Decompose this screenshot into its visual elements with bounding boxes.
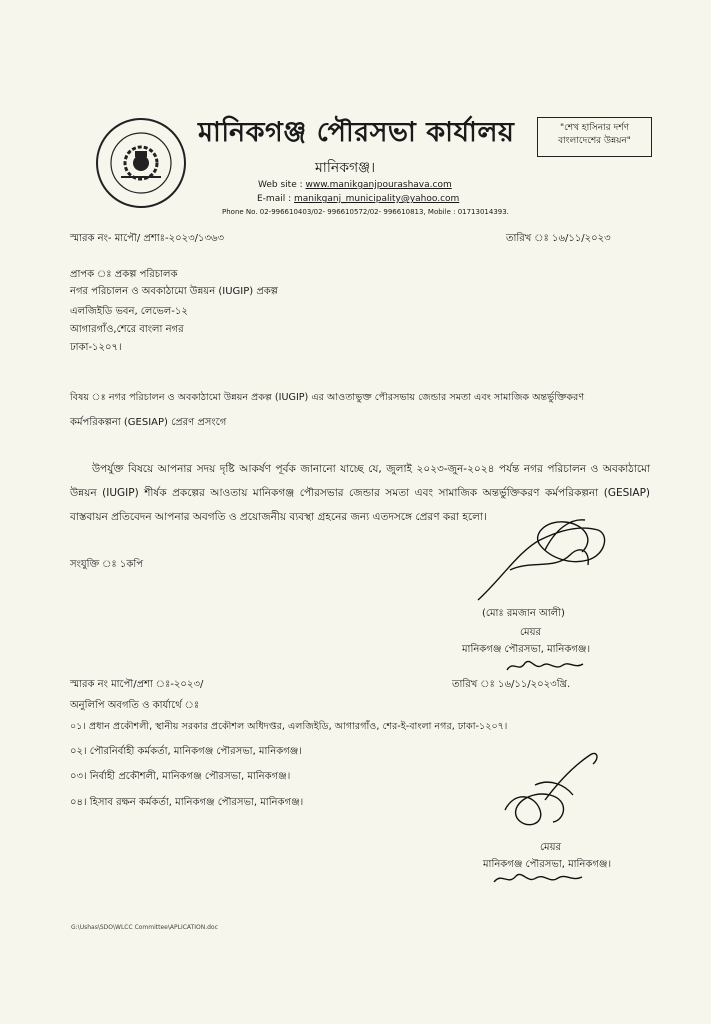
website-link[interactable]: www.manikganjpourashava.com bbox=[305, 180, 452, 190]
signature-scribble-icon-2 bbox=[495, 740, 605, 835]
attachment-note: সংযুক্তি ঃ ১কপি bbox=[70, 559, 144, 570]
signatory-org-1: মানিকগঞ্জ পৌরসভা, মানিকগঞ্জ। bbox=[462, 644, 591, 655]
signatory-title-1: মেয়র bbox=[520, 627, 542, 638]
initial-scribble-icon bbox=[505, 655, 585, 677]
phone-line: Phone No. 02-996610403/02- 996610572/02- 996610813, Mobile : 01713014393. bbox=[222, 208, 509, 216]
signatory-title-2: মেয়র bbox=[540, 842, 562, 853]
recipient-line-2: নগর পরিচালন ও অবকাঠামো উন্নয়ন (IUGIP) প্রকল্প bbox=[70, 286, 278, 297]
initial-signature-1 bbox=[505, 655, 585, 677]
email-line bbox=[257, 194, 459, 204]
municipal-seal bbox=[95, 117, 187, 209]
seal-icon bbox=[95, 117, 187, 209]
recipient-line-5: ঢাকা-১২০৭। bbox=[70, 342, 122, 353]
email-link[interactable]: manikganj_municipality@yahoo.com bbox=[293, 194, 460, 204]
memo-ref: স্মারক নং- মাপৌ/ প্রশাঃ-২০২৩/১৩৬৩ bbox=[70, 233, 224, 244]
subject-line-2: কর্মপরিকল্পনা (GESIAP) প্রেরণ প্রসংগে bbox=[70, 417, 227, 428]
signature-scribble-icon bbox=[470, 510, 615, 605]
initial-signature-2 bbox=[492, 868, 584, 890]
website-label: Web site : bbox=[258, 180, 306, 190]
office-title: মানিকগঞ্জ পৌরসভা কার্যালয় bbox=[198, 117, 515, 148]
office-subtitle: মানিকগঞ্জ। bbox=[315, 160, 376, 176]
initial-scribble-icon-2 bbox=[492, 868, 584, 890]
subject-line-1: বিষয় ঃ নগর পরিচালন ও অবকাঠামো উন্নয়ন প্রকল্প (IUGIP) এর আওতাভুক্ত পৌরসভায় জেন্ডার সমতা এবং সামাজিক অন্তর্ভুক্তিকরণ bbox=[70, 392, 585, 403]
website-line bbox=[258, 180, 452, 190]
copy-item-1: ০১। প্রধান প্রকৌশলী, স্থানীয় সরকার প্রকৌশল অধিদপ্তর, এলজিইডি, আগারগাঁও, শের-ই-বাংলা নগর, ঢাকা-১২০৭। bbox=[70, 721, 508, 732]
copy-date: তারিখ ঃ ১৬/১১/২০২৩খ্রি. bbox=[452, 679, 571, 690]
signature-1 bbox=[470, 510, 615, 605]
signatory-org-2: মানিকগঞ্জ পৌরসভা, মানিকগঞ্জ। bbox=[483, 859, 612, 870]
email-label: E-mail : bbox=[257, 194, 294, 204]
signature-2 bbox=[495, 740, 605, 835]
body-paragraph: উপর্যুক্ত বিষয়ে আপনার সদয় দৃষ্টি আকর্ষণ পূর্বক জানানো যাচ্ছে যে, জুলাই ২০২৩-জুন-২০২৪ পর্যন্ত নগর পরিচালন ও অবকাঠামো উন্নয়ন (IUGIP) শীর্ষক প্রকল্পের আওতায় মানিকগঞ্জ পৌরসভার জেন্ডার সমতা এবং সামাজিক অন্তর্ভুক্তিকরণ কর্মপরিকল্পনা (GESIAP) বাস্তবায়ন প্রতিবেদন আপনার অবগতি ও প্রয়োজনীয় ব্যবস্থা গ্রহনের জন্য এতদসঙ্গে প্রেরণ করা হলো। bbox=[70, 463, 650, 523]
slogan-line-2: বাংলাদেশের উন্নয়ন" bbox=[558, 136, 631, 146]
signatory-name: (মোঃ রমজান আলী) bbox=[482, 608, 565, 619]
slogan-box bbox=[537, 117, 652, 157]
copy-item-4: ০৪। হিসাব রক্ষন কর্মকর্তা, মানিকগঞ্জ পৌরসভা, মানিকগঞ্জ। bbox=[70, 797, 304, 808]
recipient-line-4: আগারগাঁও,শেরে বাংলা নগর bbox=[70, 324, 184, 335]
copy-item-2: ০২। পৌরনির্বাহী কর্মকর্তা, মানিকগঞ্জ পৌরসভা, মানিকগঞ্জ। bbox=[70, 746, 302, 757]
recipient-line-1: প্রাপক ঃ প্রকল্প পরিচালক bbox=[70, 269, 178, 280]
file-path-footer: G:\Ushas\SDO\WLCC Committee\APLICATION.doc bbox=[71, 924, 218, 931]
copy-heading: অনুলিপি অবগতি ও কার্যার্থে ঃ bbox=[70, 700, 200, 711]
copy-item-3: ০৩। নির্বাহী প্রকৌশলী, মানিকগঞ্জ পৌরসভা, মানিকগঞ্জ। bbox=[70, 771, 291, 782]
recipient-line-3: এলজিইডি ভবন, লেভেল-১২ bbox=[70, 306, 188, 317]
memo-date: তারিখ ঃ ১৬/১১/২০২৩ bbox=[506, 233, 611, 244]
slogan-line-1: "শেখ হাসিনার দর্শণ bbox=[559, 123, 630, 133]
copy-ref: স্মারক নং মাপৌ/প্রশা ঃ-২০২৩/ bbox=[70, 679, 204, 690]
